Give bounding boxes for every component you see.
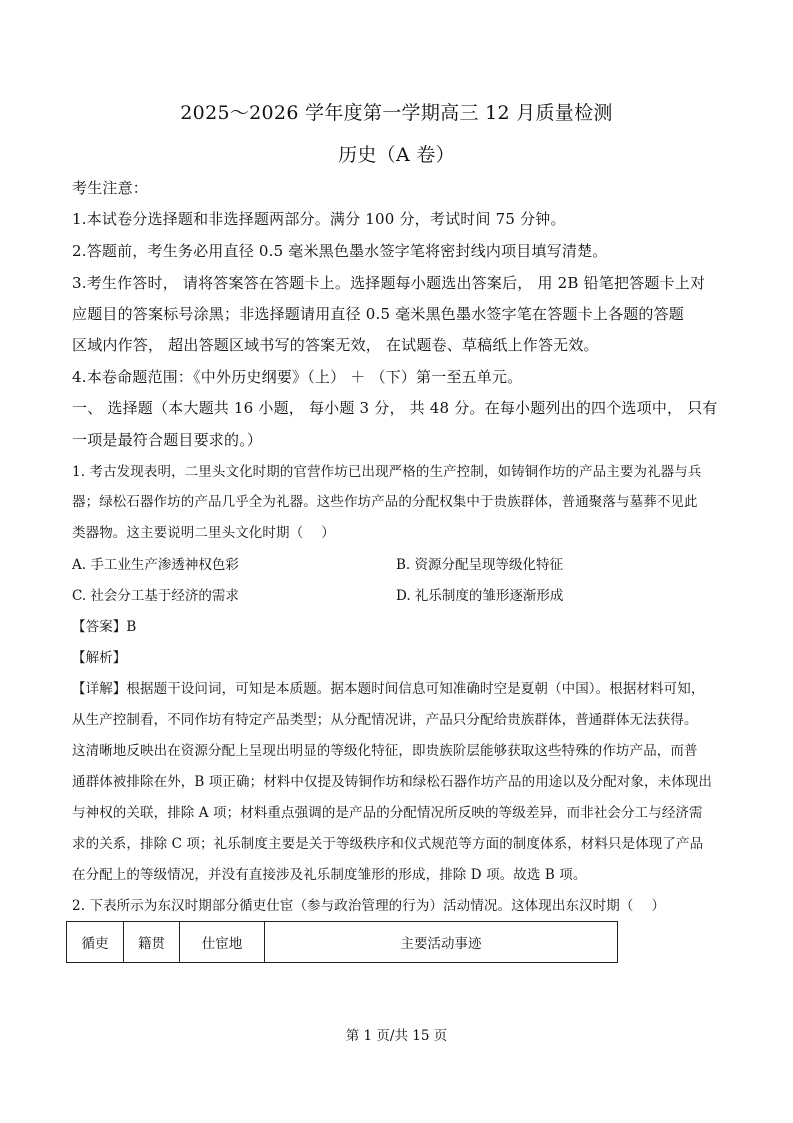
exam-subtitle: 历史（A 卷） bbox=[338, 144, 455, 166]
q1-detail-line: 通群体被排除在外，B 项正确；材料中仅提及铸铜作坊和绿松石器作坊产品的用途以及分配对象，未体现出 bbox=[72, 774, 713, 790]
notice-item: 2.答题前，考生务必用直径 0.5 毫米黑色墨水签字笔将密封线内项目填写清楚。 bbox=[72, 242, 608, 260]
q1-detail-line: 【详解】根据题干设问词，可知是本质题。据本题时间信息可知准确时空是夏朝（中国）。根据材料可知， bbox=[72, 681, 705, 697]
table-header-row bbox=[67, 922, 618, 963]
table-header-cell: 循吏 bbox=[67, 922, 124, 963]
q1-option-b: B. 资源分配呈现等级化特征 bbox=[396, 557, 564, 573]
q1-detail-line: 这清晰地反映出在资源分配上呈现出明显的等级化特征，即贵族阶层能够获取这些特殊的作坊产品，而普 bbox=[72, 743, 698, 759]
q1-detail-line: 在分配上的等级情况，并没有直接涉及礼乐制度雏形的形成，排除 D 项。故选 B 项。 bbox=[72, 867, 587, 883]
section-heading: 一、 选择题（本大题共 16 小题， 每小题 3 分， 共 48 分。在每小题列出的四个选项中， 只有 bbox=[72, 399, 718, 417]
exam-title: 2025～2026 学年度第一学期高三 12 月质量检测 bbox=[180, 102, 613, 124]
notice-item: 区域内作答， 超出答题区域书写的答案无效， 在试题卷、草稿纸上作答无效。 bbox=[72, 336, 599, 354]
q1-detail-line: 与神权的关联，排除 A 项；材料重点强调的是产品的分配情况所反映的等级差异，而非社会分工与经济需 bbox=[72, 805, 703, 821]
q1-detail-line: 从生产控制看，不同作坊有特定产品类型；从分配情况讲，产品只分配给贵族群体，普通群体无法获得。 bbox=[72, 712, 698, 728]
q1-stem-line: 1. 考古发现表明，二里头文化时期的官营作坊已出现严格的生产控制，如铸铜作坊的产品主要为礼器与兵 bbox=[72, 464, 702, 480]
q1-stem-line: 器；绿松石器作坊的产品几乎全为礼器。这些作坊产品的分配权集中于贵族群体，普通聚落与墓葬不见此 bbox=[72, 494, 698, 510]
q1-analysis-label: 【解析】 bbox=[72, 650, 127, 666]
q1-option-d: D. 礼乐制度的雏形逐渐形成 bbox=[396, 588, 564, 604]
q1-option-c: C. 社会分工基于经济的需求 bbox=[72, 588, 239, 604]
section-heading-cont: 一项是最符合题目要求的。） bbox=[72, 431, 263, 449]
notice-item: 应题目的答案标号涂黑；非选择题请用直径 0.5 毫米黑色墨水签字笔在答题卡上各题的答题 bbox=[72, 305, 684, 323]
notice-item: 3.考生作答时， 请将答案答在答题卡上。选择题每小题选出答案后， 用 2B 铅笔把答题卡上对 bbox=[72, 274, 706, 292]
q1-detail-line: 求的关系，排除 C 项；礼乐制度主要是关于等级秩序和仪式规范等方面的制度体系，材料只是体现了产品 bbox=[72, 836, 704, 852]
table-header-cell: 籍贯 bbox=[124, 922, 180, 963]
table-header-cell: 主要活动事迹 bbox=[265, 922, 618, 963]
notice-item: 4.本卷命题范围：《中外历史纲要》（上） ＋ （下）第一至五单元。 bbox=[72, 368, 523, 386]
q1-stem-line: 类器物。这主要说明二里头文化时期（ ） bbox=[72, 525, 335, 541]
q1-answer: 【答案】B bbox=[72, 619, 137, 635]
notice-heading: 考生注意： bbox=[72, 179, 149, 197]
q2-stem: 2. 下表所示为东汉时期部分循吏仕宦（参与政治管理的行为）活动情况。这体现出东汉时期（ ） bbox=[72, 898, 666, 914]
q2-table bbox=[66, 921, 618, 963]
table-header-cell: 仕宦地 bbox=[180, 922, 265, 963]
page-footer: 第 1 页/共 15 页 bbox=[345, 1028, 448, 1044]
q1-option-a: A. 手工业生产渗透神权色彩 bbox=[72, 557, 239, 573]
notice-item: 1.本试卷分选择题和非选择题两部分。满分 100 分，考试时间 75 分钟。 bbox=[72, 210, 566, 228]
